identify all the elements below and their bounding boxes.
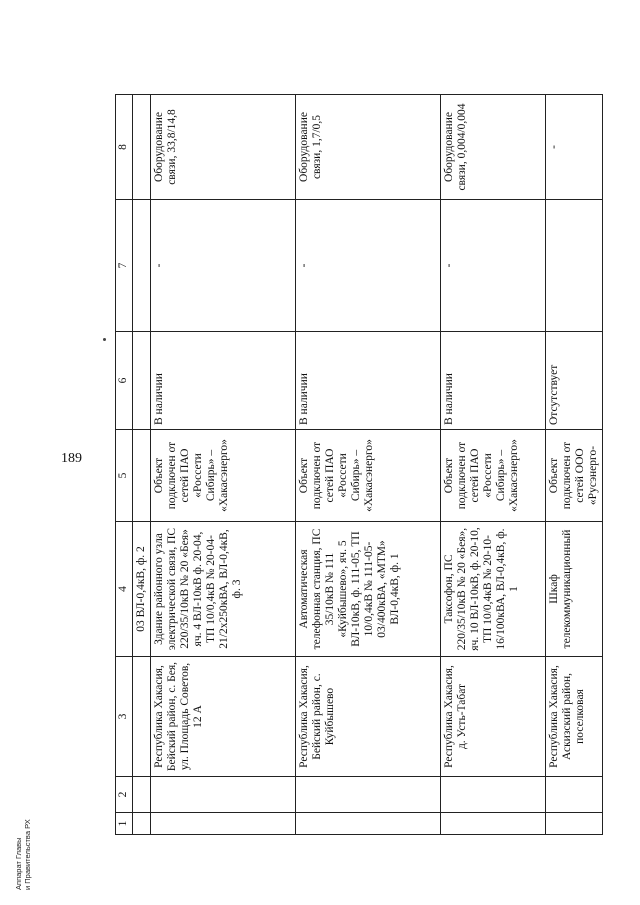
table-cell: Оборудование связи, 0,004/0,004	[441, 95, 546, 200]
table-cell	[546, 200, 603, 332]
table-cell: Республика Хакасия, Аскизский район, поселковая	[546, 657, 603, 777]
table-cell: Объект подключен от сетей ПАО «Россети Сибирь» – «Хакасэнерго»	[151, 430, 296, 522]
empty-cell	[296, 813, 441, 835]
empty-cell	[296, 777, 441, 813]
table-cell: Объект подключен от сетей ПАО «Россети Сибирь» – «Хакасэнерго»	[441, 430, 546, 522]
table-cell: Оборудование связи, 1,7/0,5	[296, 95, 441, 200]
table-cell: В наличии	[441, 332, 546, 430]
table-row	[546, 95, 603, 835]
table-cell: Объект подключен от сетей ПАО «Россети Сибирь» – «Хакасэнерго»	[296, 430, 441, 522]
table-cell: Республика Хакасия, Бейский район, с. Бея, ул. Площадь Советов, 12 А	[151, 657, 296, 777]
rotated-table-wrapper	[115, 95, 599, 835]
empty-cell	[133, 200, 151, 332]
empty-cell	[133, 813, 151, 835]
header-cell: 1	[116, 813, 133, 835]
empty-cell	[546, 813, 603, 835]
table-cell: Республика Хакасия, Бейский район, с. Куйбышево	[296, 657, 441, 777]
empty-cell	[133, 430, 151, 522]
empty-cell	[151, 777, 296, 813]
table-cell: -	[151, 200, 296, 332]
table-row	[296, 95, 441, 835]
empty-cell	[133, 332, 151, 430]
table-cell: Автоматическая телефонная станция, ПС 35/10кВ № 111 «Куйбышево», яч. 5 ВЛ-10кВ, ф. 111-05, ТП 10/0,4кВ № 111-05-03/400кВА, «МТМ» ВЛ-0,4кВ, ф. 1	[296, 522, 441, 657]
page-number: 189	[61, 451, 82, 466]
table-cell: Объект подключен от сетей ООО «Русэнерго-	[546, 430, 603, 522]
header-cell: 4	[116, 522, 133, 657]
table-cell: Здание районного узла электрической связи, ПС 220/35/10кВ № 20 «Бея» яч. 4 ВЛ-10кВ ф. 20-04, ТП 10/0,4кВ № 20-04-21/2х250кВА, ВЛ-0,4кВ, ф. 3	[151, 522, 296, 657]
header-cell: 7	[116, 200, 133, 332]
empty-cell	[133, 777, 151, 813]
table-cell: В наличии	[151, 332, 296, 430]
header-cell: 6	[116, 332, 133, 430]
table-cell: -	[296, 200, 441, 332]
empty-cell	[133, 95, 151, 200]
table-cell: Шкаф телекоммуникационный	[546, 522, 603, 657]
table-cell: Республика Хакасия, д. Усть-Табат	[441, 657, 546, 777]
footer-line: и Правительства РХ	[23, 819, 32, 890]
header-cell: 2	[116, 777, 133, 813]
header-cell: 8	[116, 95, 133, 200]
document-table	[115, 94, 603, 835]
header-cell: 5	[116, 430, 133, 522]
table-cell: В наличии	[296, 332, 441, 430]
table-cell: Таксофон, ПС 220/35/10кВ № 20 «Бея», яч. 10 ВЛ-10кВ, ф. 20-10, ТП 10/0,4кВ № 20-10-16/100кВА, ВЛ-0,4кВ, ф. 1	[441, 522, 546, 657]
table-cell: Отсутствует	[546, 332, 603, 430]
empty-cell	[546, 777, 603, 813]
table-row	[151, 95, 296, 835]
table-row	[441, 95, 546, 835]
header-row	[116, 95, 133, 835]
empty-cell	[441, 777, 546, 813]
header-cell: 3	[116, 657, 133, 777]
table-cell: -	[546, 95, 603, 200]
table-cell: -	[441, 200, 546, 332]
table-row	[133, 95, 151, 835]
footer-stamp	[14, 819, 32, 890]
table-cell: Оборудование связи, 33,8/14,8	[151, 95, 296, 200]
table-cell: 03 ВЛ-0,4кВ, ф. 2	[133, 522, 151, 657]
empty-cell	[151, 813, 296, 835]
empty-cell	[441, 813, 546, 835]
speck-mark	[103, 338, 106, 341]
empty-cell	[133, 657, 151, 777]
footer-line: Аппарат Главы	[14, 837, 23, 890]
